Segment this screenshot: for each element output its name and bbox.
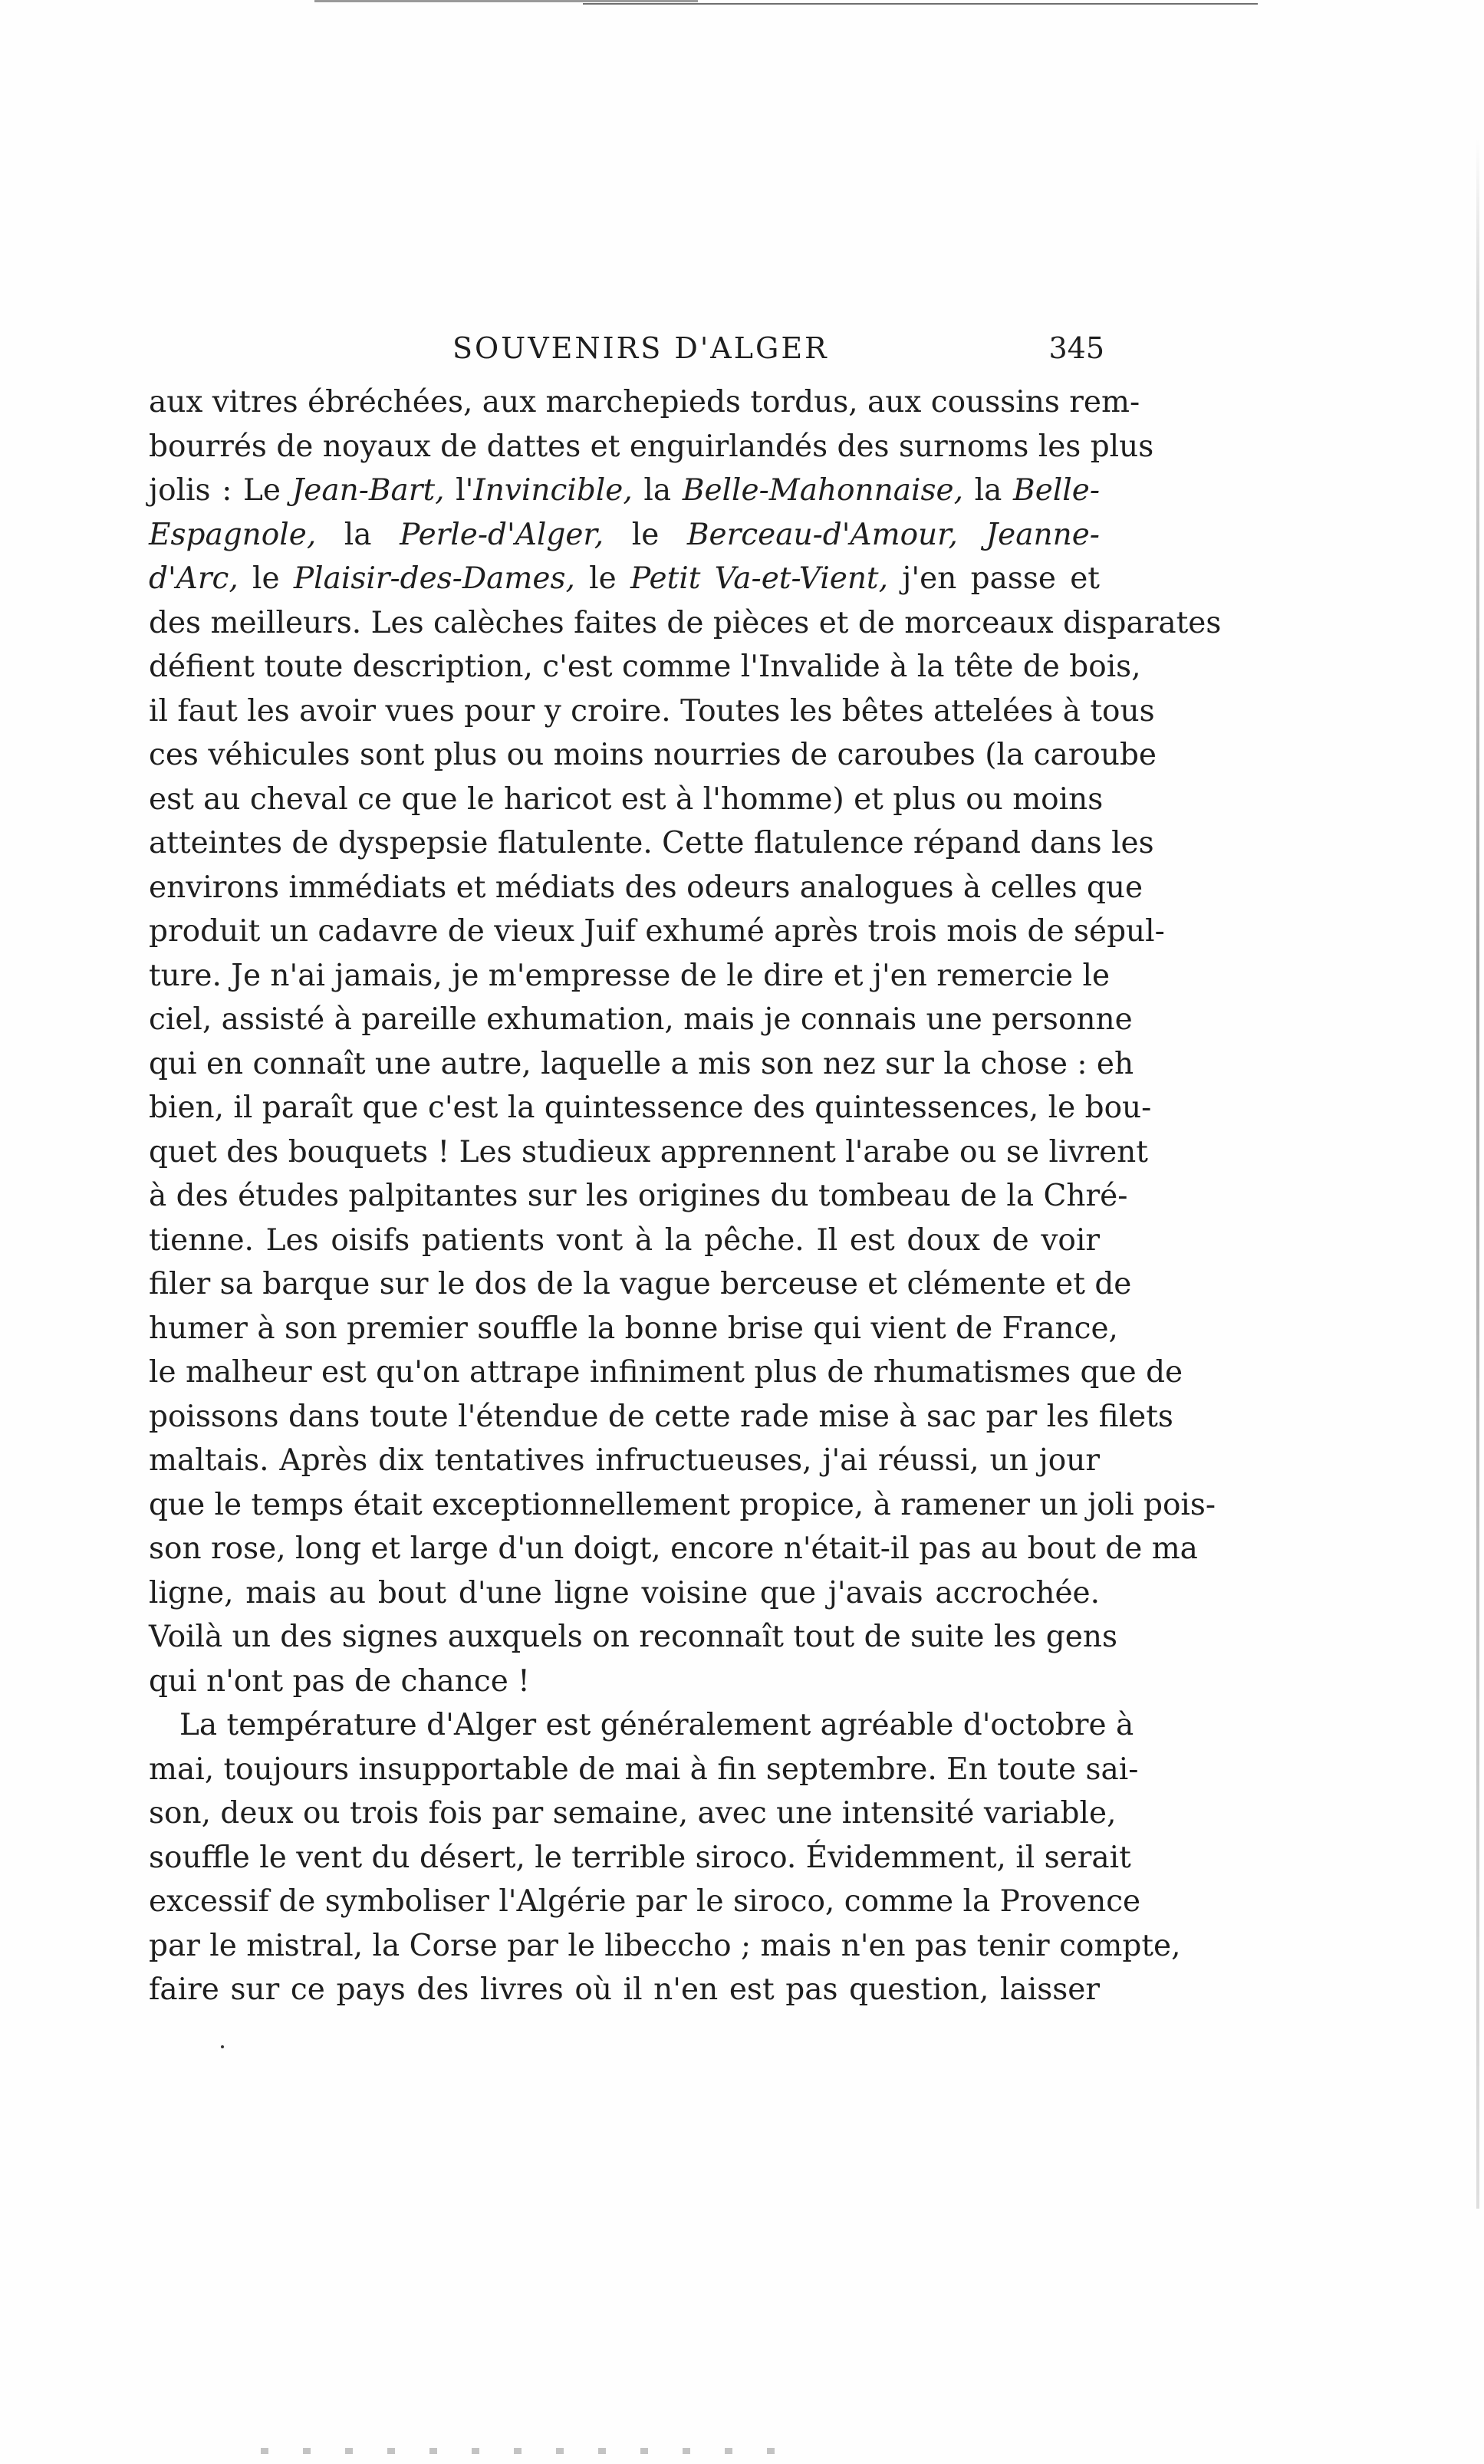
- italic-name: Berceau-d'Amour,: [686, 517, 958, 552]
- text-line: bourrés de noyaux de dattes et enguirlandés des surnoms les plus: [149, 429, 1154, 464]
- italic-name: Jean-Bart,: [291, 473, 445, 508]
- text-line: tienne. Les oisifs patients vont à la pêche. Il est doux de voir: [149, 1222, 1100, 1258]
- bottom-edge-marks: [261, 2448, 798, 2454]
- text-line: Espagnole, la Perle-d'Alger, le Berceau-d'Amour, Jeanne-: [149, 517, 1100, 552]
- text-line: d'Arc, le Plaisir-des-Dames, le Petit Va-et-Vient, j'en passe et: [149, 561, 1100, 596]
- running-title: SOUVENIRS D'ALGER: [452, 331, 829, 365]
- text-line: atteintes de dyspepsie flatulente. Cette flatulence répand dans les: [149, 826, 1154, 860]
- text-line: qui n'ont pas de chance !: [149, 1663, 530, 1699]
- text-line: par le mistral, la Corse par le libeccho ; mais n'en pas tenir compte,: [149, 1928, 1181, 1963]
- body-text: [149, 380, 1222, 2012]
- ink-speck: [221, 2045, 224, 2048]
- text-line: ligne, mais au bout d'une ligne voisine que j'avais accrochée.: [149, 1575, 1100, 1610]
- text-line: à des études palpitantes sur les origines du tombeau de la Chré-: [149, 1179, 1128, 1213]
- text-line: mai, toujours insupportable de mai à fin septembre. En toute sai-: [149, 1752, 1139, 1787]
- text-line: des meilleurs. Les calèches faites de pièces et de morceaux disparates: [149, 605, 1222, 640]
- scan-edge-shadow: [1476, 138, 1479, 2209]
- text-line: environs immédiats et médiats des odeurs analogues à celles que: [149, 870, 1143, 905]
- text-line: est au cheval ce que le haricot est à l'homme) et plus ou moins: [149, 781, 1104, 817]
- italic-name: Espagnole,: [149, 517, 317, 552]
- text-line: le malheur est qu'on attrape infiniment plus de rhumatismes que de: [149, 1355, 1183, 1390]
- italic-name: Plaisir-des-Dames,: [293, 561, 575, 596]
- text-line: aux vitres ébréchées, aux marchepieds tordus, aux coussins rem-: [149, 385, 1140, 419]
- italic-name: Invincible,: [473, 473, 633, 508]
- text-line: ture. Je n'ai jamais, je m'empresse de le dire et j'en remercie le: [149, 958, 1111, 993]
- text-line: son rose, long et large d'un doigt, encore n'était-il pas au bout de ma: [149, 1531, 1198, 1566]
- top-edge-rule-secondary: [583, 3, 1258, 5]
- text-line: Voilà un des signes auxquels on reconnaît tout de suite les gens: [149, 1620, 1117, 1654]
- text-line: faire sur ce pays des livres où il n'en est pas question, laisser: [149, 1972, 1100, 2007]
- text-line: filer sa barque sur le dos de la vague berceuse et clémente et de: [149, 1267, 1132, 1301]
- italic-name: Belle-: [1013, 473, 1100, 508]
- page-number: 345: [1048, 331, 1104, 365]
- text-line: bien, il paraît que c'est la quintessence des quintessences, le bou-: [149, 1091, 1152, 1125]
- italic-name: Jeanne-: [985, 517, 1100, 552]
- text-line: produit un cadavre de vieux Juif exhumé après trois mois de sépul-: [149, 914, 1165, 949]
- text-line: défient toute description, c'est comme l'Invalide à la tête de bois,: [149, 650, 1141, 684]
- italic-name: Belle-Mahonnaise,: [682, 473, 963, 508]
- text-line: ciel, assisté à pareille exhumation, mais je connais une personne: [149, 1002, 1133, 1037]
- text-line: il faut les avoir vues pour y croire. Toutes les bêtes attelées à tous: [149, 693, 1155, 729]
- italic-name: d'Arc,: [149, 561, 239, 596]
- top-edge-rule: [314, 0, 698, 2]
- text-line: jolis : Le Jean-Bart, l'Invincible, la Belle-Mahonnaise, la Belle-: [149, 473, 1100, 508]
- text-line: que le temps était exceptionnellement propice, à ramener un joli pois-: [149, 1487, 1216, 1522]
- text-line: ces véhicules sont plus ou moins nourries de caroubes (la caroube: [149, 738, 1157, 772]
- text-line: son, deux ou trois fois par semaine, avec une intensité variable,: [149, 1796, 1117, 1831]
- text-line: La température d'Alger est généralement agréable d'octobre à: [179, 1708, 1134, 1742]
- italic-name: Petit Va-et-Vient,: [630, 561, 889, 596]
- text-line: qui en connaît une autre, laquelle a mis son nez sur la chose : eh: [149, 1046, 1134, 1081]
- text-line: excessif de symboliser l'Algérie par le siroco, comme la Provence: [149, 1884, 1141, 1919]
- text-line: humer à son premier souffle la bonne brise qui vient de France,: [149, 1311, 1118, 1346]
- text-line: souffle le vent du désert, le terrible siroco. Évidemment, il serait: [149, 1840, 1131, 1875]
- text-line: maltais. Après dix tentatives infructueuses, j'ai réussi, un jour: [149, 1443, 1100, 1478]
- text-line: quet des bouquets ! Les studieux apprennent l'arabe ou se livrent: [149, 1134, 1148, 1169]
- running-header: [452, 331, 1104, 374]
- text-line: poissons dans toute l'étendue de cette rade mise à sac par les filets: [149, 1399, 1173, 1434]
- italic-name: Perle-d'Alger,: [400, 517, 604, 552]
